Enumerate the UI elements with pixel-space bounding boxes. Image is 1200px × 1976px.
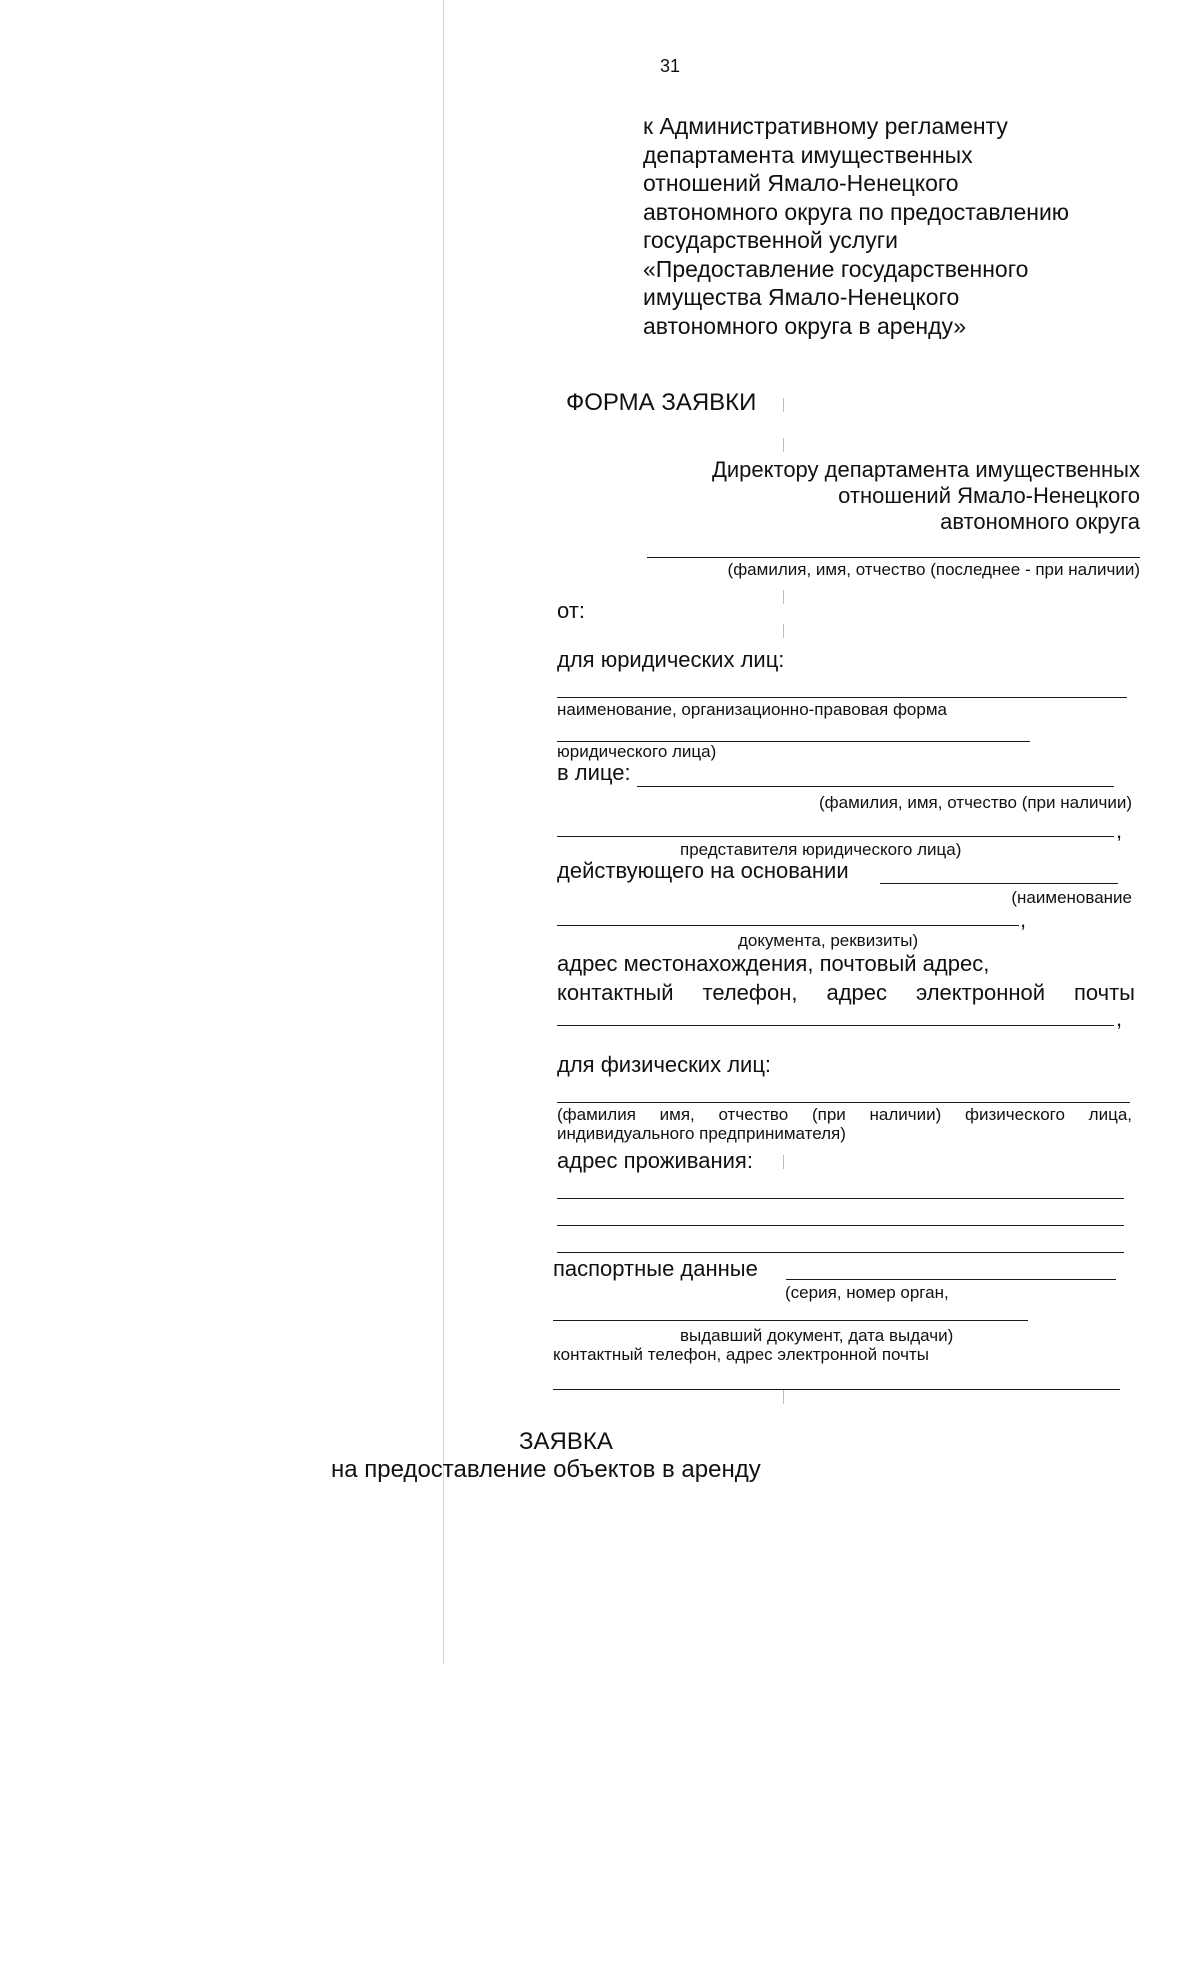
passport-caption-2: выдавший документ, дата выдачи) [680, 1326, 954, 1345]
scan-dash [783, 438, 784, 452]
comma: , [1116, 1006, 1123, 1031]
residence-label: адрес проживания: [557, 1148, 753, 1173]
header-line: автономного округа по предоставлению [643, 198, 1070, 225]
contacts-label: контактный телефон, адрес электронной почты [553, 1345, 930, 1364]
addressee-block [712, 457, 1140, 535]
addressee-caption: (фамилия, имя, отчество (последнее - при наличии) [727, 560, 1140, 579]
scan-dash [783, 590, 784, 604]
addressee-name-line [647, 557, 1140, 558]
scan-fold-line [443, 0, 444, 1664]
comma: , [1020, 907, 1027, 932]
application-title: ЗАЯВКА [519, 1428, 613, 1455]
passport-caption-1: (серия, номер орган, [785, 1283, 949, 1302]
passport-line-2 [553, 1320, 1028, 1321]
rep-caption-2: представителя юридического лица) [680, 840, 962, 859]
passport-label: паспортные данные [553, 1256, 758, 1281]
legal-name-caption: наименование, организационно-правовая форма [557, 700, 947, 719]
individual-name-line [557, 1102, 1130, 1103]
basis-label: действующего на основании [557, 858, 849, 883]
header-line: автономного округа в аренду» [643, 312, 967, 339]
scan-dash [783, 624, 784, 638]
residence-line-1 [557, 1198, 1124, 1199]
basis-caption-2: документа, реквизиты) [738, 931, 919, 950]
page-number: 31 [660, 56, 681, 76]
individual-heading: для физических лиц: [557, 1052, 772, 1077]
header-line: департамента имущественных [643, 141, 973, 168]
contacts-line [553, 1389, 1120, 1390]
individual-name-caption [557, 1105, 1132, 1143]
addressee-line: Директору департамента имущественных [711, 457, 1140, 482]
address-line-1: адрес местонахождения, почтовый адрес, [557, 951, 990, 976]
header-line: отношений Ямало-Ненецкого [643, 170, 959, 196]
comma: , [1116, 818, 1123, 843]
basis-line-2 [557, 925, 1019, 926]
header-line: к Административному регламенту [643, 113, 1008, 139]
appendix-header [643, 112, 1069, 340]
residence-line-2 [557, 1225, 1124, 1226]
address-line-2: контактный телефон, адрес электронной почты [557, 980, 1135, 1005]
addressee-line: автономного округа [940, 509, 1140, 534]
individual-caption-line: (фамилия имя, отчество (при наличии) физического лица, [557, 1105, 1132, 1124]
legal-heading: для юридических лиц: [557, 647, 785, 672]
header-line: государственной услуги [643, 227, 899, 253]
address-line [557, 1025, 1114, 1026]
basis-caption-1: (наименование [1011, 888, 1132, 907]
rep-caption-1: (фамилия, имя, отчество (при наличии) [819, 793, 1132, 812]
scan-dash [783, 1155, 784, 1169]
residence-line-3 [557, 1252, 1124, 1253]
legal-name-caption-2: юридического лица) [557, 742, 717, 761]
scan-dash [783, 1390, 784, 1404]
from-label: от: [557, 598, 585, 623]
application-subtitle: на предоставление объектов в аренду [331, 1456, 761, 1483]
rep-line [637, 786, 1114, 787]
legal-name-line [557, 697, 1127, 698]
scan-dash [783, 398, 784, 412]
rep-line-2 [557, 836, 1114, 837]
passport-line [786, 1279, 1116, 1280]
basis-line [880, 883, 1118, 884]
individual-caption-line: индивидуального предпринимателя) [557, 1124, 846, 1143]
header-line: имущества Ямало-Ненецкого [643, 284, 960, 310]
form-title: ФОРМА ЗАЯВКИ [566, 389, 757, 416]
header-line: «Предоставление государственного [643, 255, 1029, 282]
addressee-line: отношений Ямало-Ненецкого [838, 483, 1140, 508]
rep-label: в лице: [557, 760, 631, 785]
